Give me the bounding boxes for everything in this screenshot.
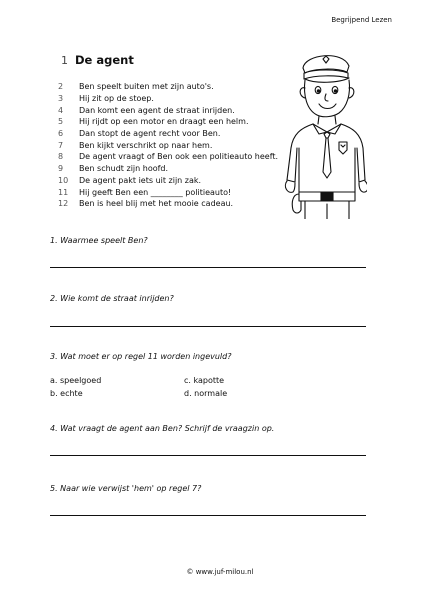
header-label: Begrijpend Lezen xyxy=(331,16,392,24)
title-line-number: 1 xyxy=(61,54,68,67)
line-text: Hij zit op de stoep. xyxy=(79,94,154,104)
title-text: De agent xyxy=(75,53,134,67)
question-3: 3. Wat moet er op regel 11 worden ingevuld? xyxy=(50,352,232,361)
page-title xyxy=(61,53,134,67)
line-number: 4 xyxy=(58,105,64,115)
line-number: 3 xyxy=(58,94,64,104)
line-number: 6 xyxy=(58,129,64,139)
line-number: 11 xyxy=(58,187,69,197)
story-line xyxy=(58,116,278,128)
answer-line-4[interactable] xyxy=(50,455,366,456)
answer-line-5[interactable] xyxy=(50,515,366,516)
question-1: 1. Waarmee speelt Ben? xyxy=(50,236,148,245)
line-text: Dan stopt de agent recht voor Ben. xyxy=(79,129,221,139)
line-text: Hij geeft Ben een ________ politieauto! xyxy=(79,187,232,197)
story-line xyxy=(58,175,278,187)
line-text: Ben is heel blij met het mooie cadeau. xyxy=(79,199,234,209)
police-officer-icon xyxy=(283,44,367,219)
line-text: Hij rijdt op een motor en draagt een helm. xyxy=(79,117,249,127)
choice-a[interactable]: a. speelgoed xyxy=(50,376,102,385)
line-text: Dan komt een agent de straat inrijden. xyxy=(79,105,235,115)
line-number: 5 xyxy=(58,117,64,127)
question-5: 5. Naar wie verwijst 'hem' op regel 7? xyxy=(50,484,202,493)
line-number: 2 xyxy=(58,82,64,92)
choice-c[interactable]: c. kapotte xyxy=(184,376,225,385)
answer-line-1[interactable] xyxy=(50,267,366,268)
line-number: 10 xyxy=(58,175,69,185)
line-text: Ben speelt buiten met zijn auto's. xyxy=(79,82,214,92)
story-line xyxy=(58,104,278,116)
story-line xyxy=(58,139,278,151)
story-text xyxy=(58,81,278,210)
story-line xyxy=(58,151,278,163)
line-text: De agent pakt iets uit zijn zak. xyxy=(79,175,202,185)
footer-copyright: © www.juf-milou.nl xyxy=(186,568,254,576)
choice-d[interactable]: d. normale xyxy=(184,389,228,398)
story-line xyxy=(58,93,278,105)
line-number: 7 xyxy=(58,140,64,150)
line-number: 12 xyxy=(58,199,69,209)
story-line xyxy=(58,128,278,140)
question-4: 4. Wat vraagt de agent aan Ben? Schrijf de vraagzin op. xyxy=(50,424,275,433)
line-number: 9 xyxy=(58,164,64,174)
choice-b[interactable]: b. echte xyxy=(50,389,83,398)
story-line xyxy=(58,81,278,93)
answer-line-2[interactable] xyxy=(50,326,366,327)
line-text: De agent vraagt of Ben ook een politieauto heeft. xyxy=(79,152,279,162)
story-line xyxy=(58,186,278,198)
story-line xyxy=(58,198,278,210)
question-2: 2. Wie komt de straat inrijden? xyxy=(50,294,174,303)
line-number: 8 xyxy=(58,152,64,162)
story-line xyxy=(58,163,278,175)
line-text: Ben schudt zijn hoofd. xyxy=(79,164,169,174)
line-text: Ben kijkt verschrikt op naar hem. xyxy=(79,140,213,150)
